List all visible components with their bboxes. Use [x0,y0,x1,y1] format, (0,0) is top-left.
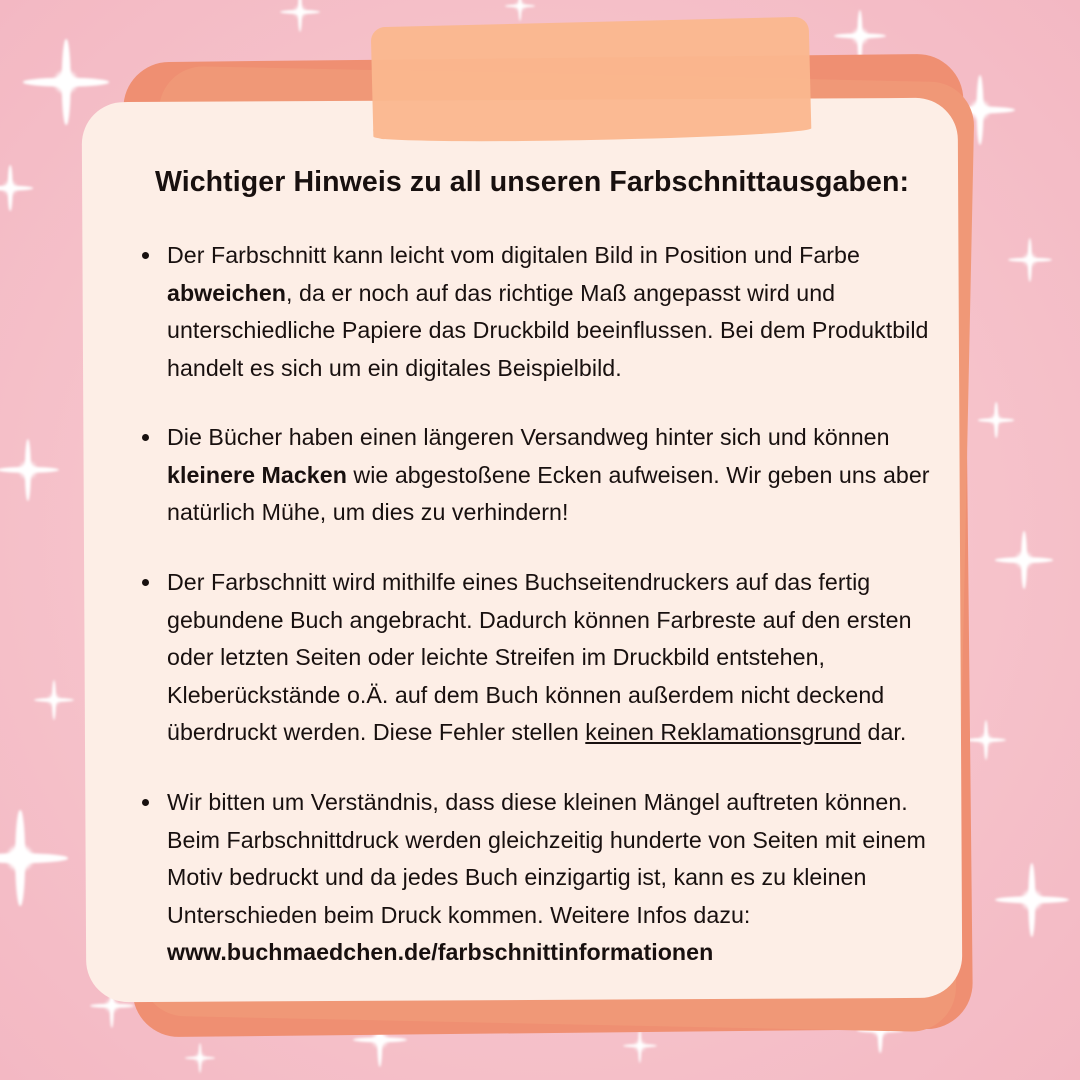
page-title: Wichtiger Hinweis zu all unseren Farbschnittausgaben: [154,166,910,198]
body-text: wie abgestoßene Ecken aufweisen. Wir geben uns aber natürlich Mühe, um dies zu verhindern! [167,461,930,526]
website-url[interactable]: www.buchmaedchen.de/farbschnittinformationen [167,939,714,966]
bullet-buchseitendrucker [140,564,930,752]
notice-list [112,237,952,972]
emphasis-text: abweichen [167,279,287,306]
body-text: Der Farbschnitt wird mithilfe eines Buchseitendruckers auf das fertig gebundene Buch angebracht. Dadurch können Farbreste auf den ersten oder letzten Seiten oder leichte Streifen im Druckbild entstehen, Kleberückstände o.Ä. auf dem Buch können außerdem nicht deckend überdruckt werden. Diese Fehler stellen [167,569,912,746]
body-text: Die Bücher haben einen längeren Versandweg hinter sich und können [167,424,890,451]
sparkle-icon [0,165,33,211]
sparkle-icon [0,810,68,906]
note-content [112,140,952,972]
sparkle-icon [995,531,1053,589]
sparkle-icon [280,0,320,32]
body-text: Wir bitten um Verständnis, dass diese kleinen Mängel auftreten können. Beim Farbschnittdruck werden gleichzeitig hunderte von Seiten mit einem Motiv bedruckt und da jedes Buch einzigartig ist, kann es zu kleinen Unterschieden beim Druck kommen. Weitere Infos dazu: [167,788,926,928]
sparkle-icon [0,439,59,501]
body-text: dar. [861,719,907,746]
sparkle-icon [34,680,74,720]
sparkle-icon [185,1043,215,1073]
bullet-verstaendnis [140,784,930,972]
body-text: Der Farbschnitt kann leicht vom digitalen Bild in Position und Farbe [167,242,860,268]
body-text: , da er noch auf das richtige Maß angepasst wird und unterschiedliche Papiere das Druckbild beeinflussen. Bei dem Produktbild handelt es sich um ein digitales Beispielbild. [167,279,929,381]
bullet-farbschnitt-abweichung [140,237,930,387]
bullet-versandweg-macken [140,419,930,532]
sparkle-icon [1008,238,1052,282]
sparkle-icon [966,720,1006,760]
sparkle-icon [995,863,1069,937]
sparkle-icon [978,402,1014,438]
sparkle-icon [623,1029,657,1063]
tape-strip-icon [371,17,812,140]
underlined-text: keinen Reklamationsgrund [585,719,862,746]
sparkle-icon [505,0,535,21]
emphasis-text: kleinere Macken [167,461,347,488]
